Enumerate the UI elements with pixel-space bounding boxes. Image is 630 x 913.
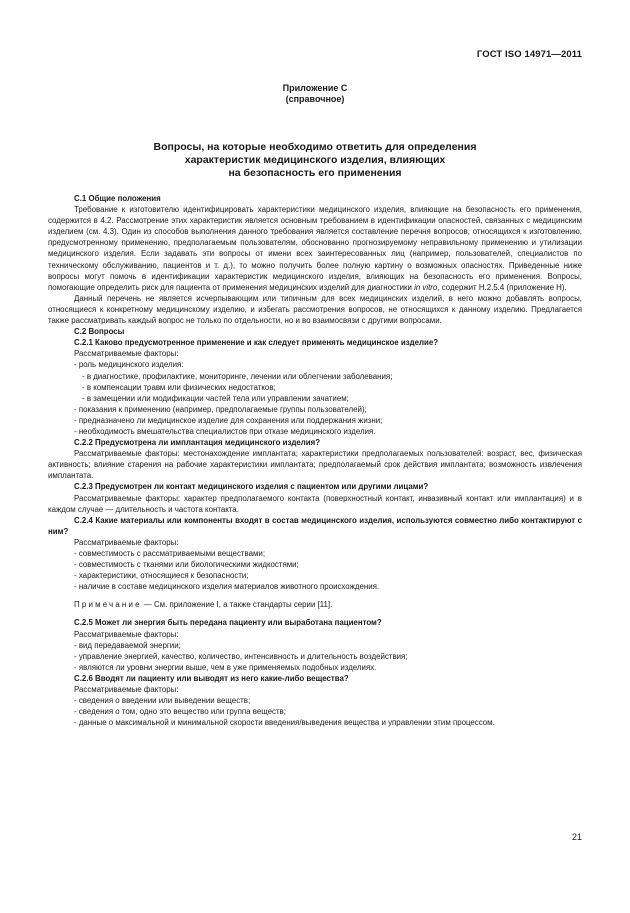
annex-number: Приложение С: [282, 83, 348, 93]
list-subitem: - в компенсации травм или физических недостатков;: [82, 382, 276, 392]
in-vitro-term: in vitro: [414, 282, 438, 292]
heading-c2: С.2 Вопросы: [74, 327, 125, 337]
title-line-2: характеристик медицинского изделия, влияющих: [184, 154, 446, 166]
list-item: - показания к применению (например, предполагаемые группы пользователей);: [74, 404, 367, 414]
note: [48, 599, 582, 610]
paragraph-c1-1-text-b: , содержит Н.2.5.4 (приложение Н).: [437, 282, 567, 292]
list-item: - предназначено ли медицинское изделие для сохранения или поддержания жизни;: [74, 415, 383, 425]
annex-type: (справочное): [285, 94, 345, 104]
title-line-1: Вопросы, на которые необходимо ответить для определения: [153, 141, 477, 153]
list-item: - являются ли уровни энергии выше, чем в уже применяемых подобных изделиях.: [74, 662, 377, 672]
note-text: — См. приложение I, а также стандарты серии [11].: [141, 600, 333, 610]
heading-c23: С.2.3 Предусмотрен ли контакт медицинского изделия с пациентом или другими лицами?: [74, 482, 429, 492]
section-title: [0, 141, 630, 180]
heading-c22: С.2.2 Предусмотрена ли имплантация медицинского изделия?: [74, 438, 321, 448]
paragraph-c1-1: [48, 204, 582, 293]
list-item: - управление энергией, качество, количество, интенсивность и длительность воздействия;: [74, 651, 408, 661]
factors-label: Рассматриваемые факторы:: [74, 537, 179, 547]
paragraph-c23: Рассматриваемые факторы: характер предполагаемого контакта (поверхностный контакт, инвазивный контакт или имплантация) и в каждом случае — длительность и частота контакта.: [48, 493, 582, 514]
list-item: - сведения о введении или выведении веществ;: [74, 696, 251, 706]
factors-label: Рассматриваемые факторы:: [74, 629, 179, 639]
heading-c1: С.1 Общие положения: [74, 194, 161, 203]
heading-c25: С.2.5 Может ли энергия быть передана пациенту или выработана пациентом?: [74, 618, 382, 628]
note-label: Примечание: [74, 600, 142, 610]
document-id: ГОСТ ISO 14971—2011: [476, 49, 582, 60]
document-body: [48, 193, 582, 728]
annex-label: [0, 83, 630, 105]
list-item: - данные о максимальной и минимальной скорости введения/выведения вещества и управлении этим процессом.: [74, 718, 495, 728]
paragraph-c22: Рассматриваемые факторы: местонахождение имплантата; характеристики предполагаемых пользователей: возраст, вес, физическая активность; влияние старения на рабочие характеристики имплантата; предполагаемый срок действия имплантата; возможность извлечения имплантата.: [48, 449, 582, 481]
title-line-3: на безопасность его применения: [228, 167, 402, 179]
paragraph-c1-1-text-a: Требование к изготовителю идентифицировать характеристики медицинского изделия, влияющие на безопасность его применения, содержится в 4.2. Рассмотрение этих характеристик является основным требованием в идентификации опасностей, связанных с медицинским изделием (см. 4.3). Один из способов выполнения данного требования является составление перечня вопросов, относящихся к изготовлению, предусмотренному применению, предполагаемым пользователям, обоснованно прогнозируемому неправильному применению и утилизации медицинского изделия. Если задавать эти вопросы от имени всех заинтересованных лиц (например, пользователей, специалистов по техническому обслуживанию, пациентов и т. д.), то можно получить более полную картину о возможных опасностях. Приведенные ниже вопросы могут помочь в идентификации характеристик медицинского изделия, влияющих на безопасность его применения. Вопросы, помогающие определить риск для пациента от применения медицинских изделий для диагностики: [48, 205, 582, 292]
list-item: - совместимость с тканями или биологическими жидкостями;: [74, 560, 299, 570]
list-item: - сведения о том, одно это вещество или группа веществ;: [74, 707, 286, 717]
heading-c26: С.2.6 Вводят ли пациенту или выводят из него какие-либо вещества?: [74, 673, 349, 683]
page-number: 21: [571, 832, 582, 842]
factors-label: Рассматриваемые факторы:: [74, 685, 179, 695]
list-subitem: - в диагностике, профилактике, мониторинге, лечении или облегчении заболевания;: [82, 371, 393, 381]
list-subitem: - в замещении или модификации частей тела или управлении зачатием;: [82, 393, 349, 403]
paragraph-c1-2: Данный перечень не является исчерпывающим или типичным для всех медицинских изделий, в него можно добавлять вопросы, относящиеся к конкретному медицинскому изделию, и избегать рассмотрения вопросов, не относящихся к данному изделию. Предлагается также рассматривать каждый вопрос не только по отдельности, но и во взаимосвязи с другими вопросами.: [48, 293, 582, 326]
list-item: - совместимость с рассматриваемыми веществами;: [74, 549, 266, 558]
heading-c24: С.2.4 Какие материалы или компоненты входят в состав медицинского изделия, используются совместно либо контактируют с ним?: [48, 515, 582, 536]
heading-c21: С.2.1 Каково предусмотренное применение и как следует применять медицинское изделие?: [74, 338, 439, 348]
list-item: - наличие в составе медицинского изделия материалов животного происхождения.: [74, 582, 380, 592]
list-item: - характеристики, относящиеся к безопасности;: [74, 571, 249, 581]
factors-label: Рассматриваемые факторы:: [74, 349, 179, 359]
list-item: - вид передаваемой энергии;: [74, 640, 181, 650]
list-item: - роль медицинского изделия:: [74, 360, 184, 370]
list-item: - необходимость вмешательства специалистов при отказе медицинского изделия.: [74, 426, 376, 436]
